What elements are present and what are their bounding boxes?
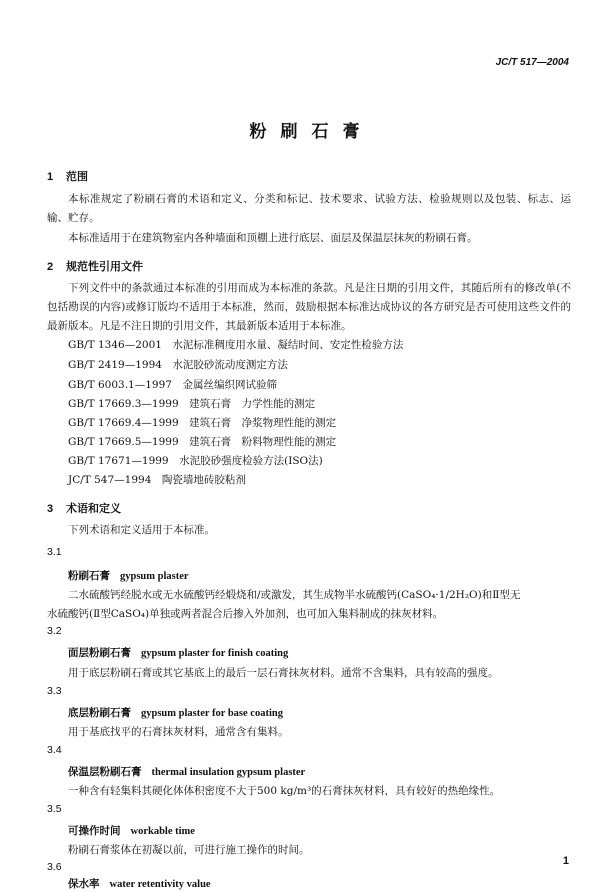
standard-number: JC/T 517—2004	[495, 57, 569, 68]
term-en: gypsum plaster for base coating	[141, 708, 283, 719]
term-gypsum-plaster	[68, 568, 189, 583]
reference-item: GB/T 2419—1994 水泥胶砂流动度测定方法	[68, 359, 288, 371]
term-zh: 面层粉刷石膏	[68, 647, 131, 659]
clause-number: 3.4	[47, 744, 62, 756]
clause-number: 3.2	[47, 625, 62, 637]
section-title: 规范性引用文件	[66, 260, 143, 273]
term-zh: 保水率	[68, 878, 100, 890]
clause-number: 3.6	[47, 861, 62, 873]
clause-number: 3.5	[47, 803, 62, 815]
section-title: 术语和定义	[66, 502, 121, 515]
reference-item: GB/T 6003.1—1997 金属丝编织网试验筛	[68, 379, 277, 391]
clause-number: 3.3	[47, 685, 62, 697]
term-definition-line: 二水硫酸钙经脱水或无水硫酸钙经煅烧和/或激发，其生成物半水硫酸钙(CaSO₄·1/2H₂O)和Ⅱ型无	[68, 589, 521, 601]
term-workable-time	[68, 823, 195, 838]
term-en: gypsum plaster	[120, 571, 189, 582]
scope-paragraph-2: 本标准适用于在建筑物室内各种墙面和顶棚上进行底层、面层及保温层抹灰的粉刷石膏。	[68, 232, 478, 244]
section-heading-scope	[47, 168, 88, 184]
term-zh: 粉刷石膏	[68, 570, 110, 582]
section-heading-terms	[47, 500, 121, 516]
term-zh: 保温层粉刷石膏	[68, 766, 142, 778]
reference-item: GB/T 17671—1999 水泥胶砂强度检验方法(ISO法)	[68, 455, 323, 467]
reference-item: GB/T 17669.5—1999 建筑石膏 粉料物理性能的测定	[68, 436, 337, 448]
clause-number: 3.1	[47, 546, 62, 558]
term-definition-line: 粉刷石膏浆体在初凝以前，可进行施工操作的时间。	[68, 844, 310, 856]
reference-item: GB/T 17669.3—1999 建筑石膏 力学性能的测定	[68, 398, 316, 410]
term-en: gypsum plaster for finish coating	[141, 648, 289, 659]
term-en: workable time	[130, 826, 195, 837]
term-definition-line: 一种含有轻集料其硬化体体积密度不大于500 kg/m³的石膏抹灰材料，具有较好的热绝缘性。	[68, 785, 501, 797]
term-en: water retentivity value	[109, 879, 211, 890]
page-title: 粉刷石膏	[249, 122, 374, 142]
term-definition-line: 水硫酸钙(Ⅱ型CaSO₄)单独或两者混合后掺入外加剂，也可加入集料制成的抹灰材料。	[47, 608, 444, 620]
scope-paragraph-1: 本标准规定了粉刷石膏的术语和定义、分类和标记、技术要求、试验方法、检验规则以及包装、标志、运输、贮存。	[47, 193, 571, 224]
term-thermal-insulation	[68, 764, 305, 779]
section-title: 范围	[66, 170, 88, 183]
term-definition-line: 用于底层粉刷石膏或其它基底上的最后一层石膏抹灰材料。通常不含集料，具有较高的强度。	[68, 667, 499, 679]
normative-intro: 下列文件中的条款通过本标准的引用而成为本标准的条款。凡是注日期的引用文件，其随后所有的修改单(不包括勘误的内容)或修订版均不适用于本标准，然而，鼓励根据本标准达成协议的各方研究是否可使用这些文件的最新版本。凡是不注日期的引用文件，其最新版本适用于本标准。	[47, 282, 571, 332]
term-definition-line: 用于基底找平的石膏抹灰材料，通常含有集料。	[68, 726, 289, 738]
term-zh: 底层粉刷石膏	[68, 707, 131, 719]
reference-item: GB/T 17669.4—1999 建筑石膏 净浆物理性能的测定	[68, 417, 337, 429]
reference-item: JC/T 547—1994 陶瓷墙地砖胶粘剂	[68, 474, 246, 486]
term-en: thermal insulation gypsum plaster	[151, 767, 306, 778]
term-water-retentivity	[68, 876, 211, 891]
term-finish-coating	[68, 645, 288, 660]
terms-intro: 下列术语和定义适用于本标准。	[68, 524, 215, 536]
section-number: 1	[47, 171, 54, 183]
term-base-coating	[68, 705, 283, 720]
section-number: 3	[47, 503, 54, 515]
section-heading-normative	[47, 258, 143, 274]
reference-item: GB/T 1346—2001 水泥标准稠度用水量、凝结时间、安定性检验方法	[68, 339, 404, 351]
term-zh: 可操作时间	[68, 825, 121, 837]
page-number: 1	[562, 855, 569, 867]
section-number: 2	[47, 261, 54, 273]
